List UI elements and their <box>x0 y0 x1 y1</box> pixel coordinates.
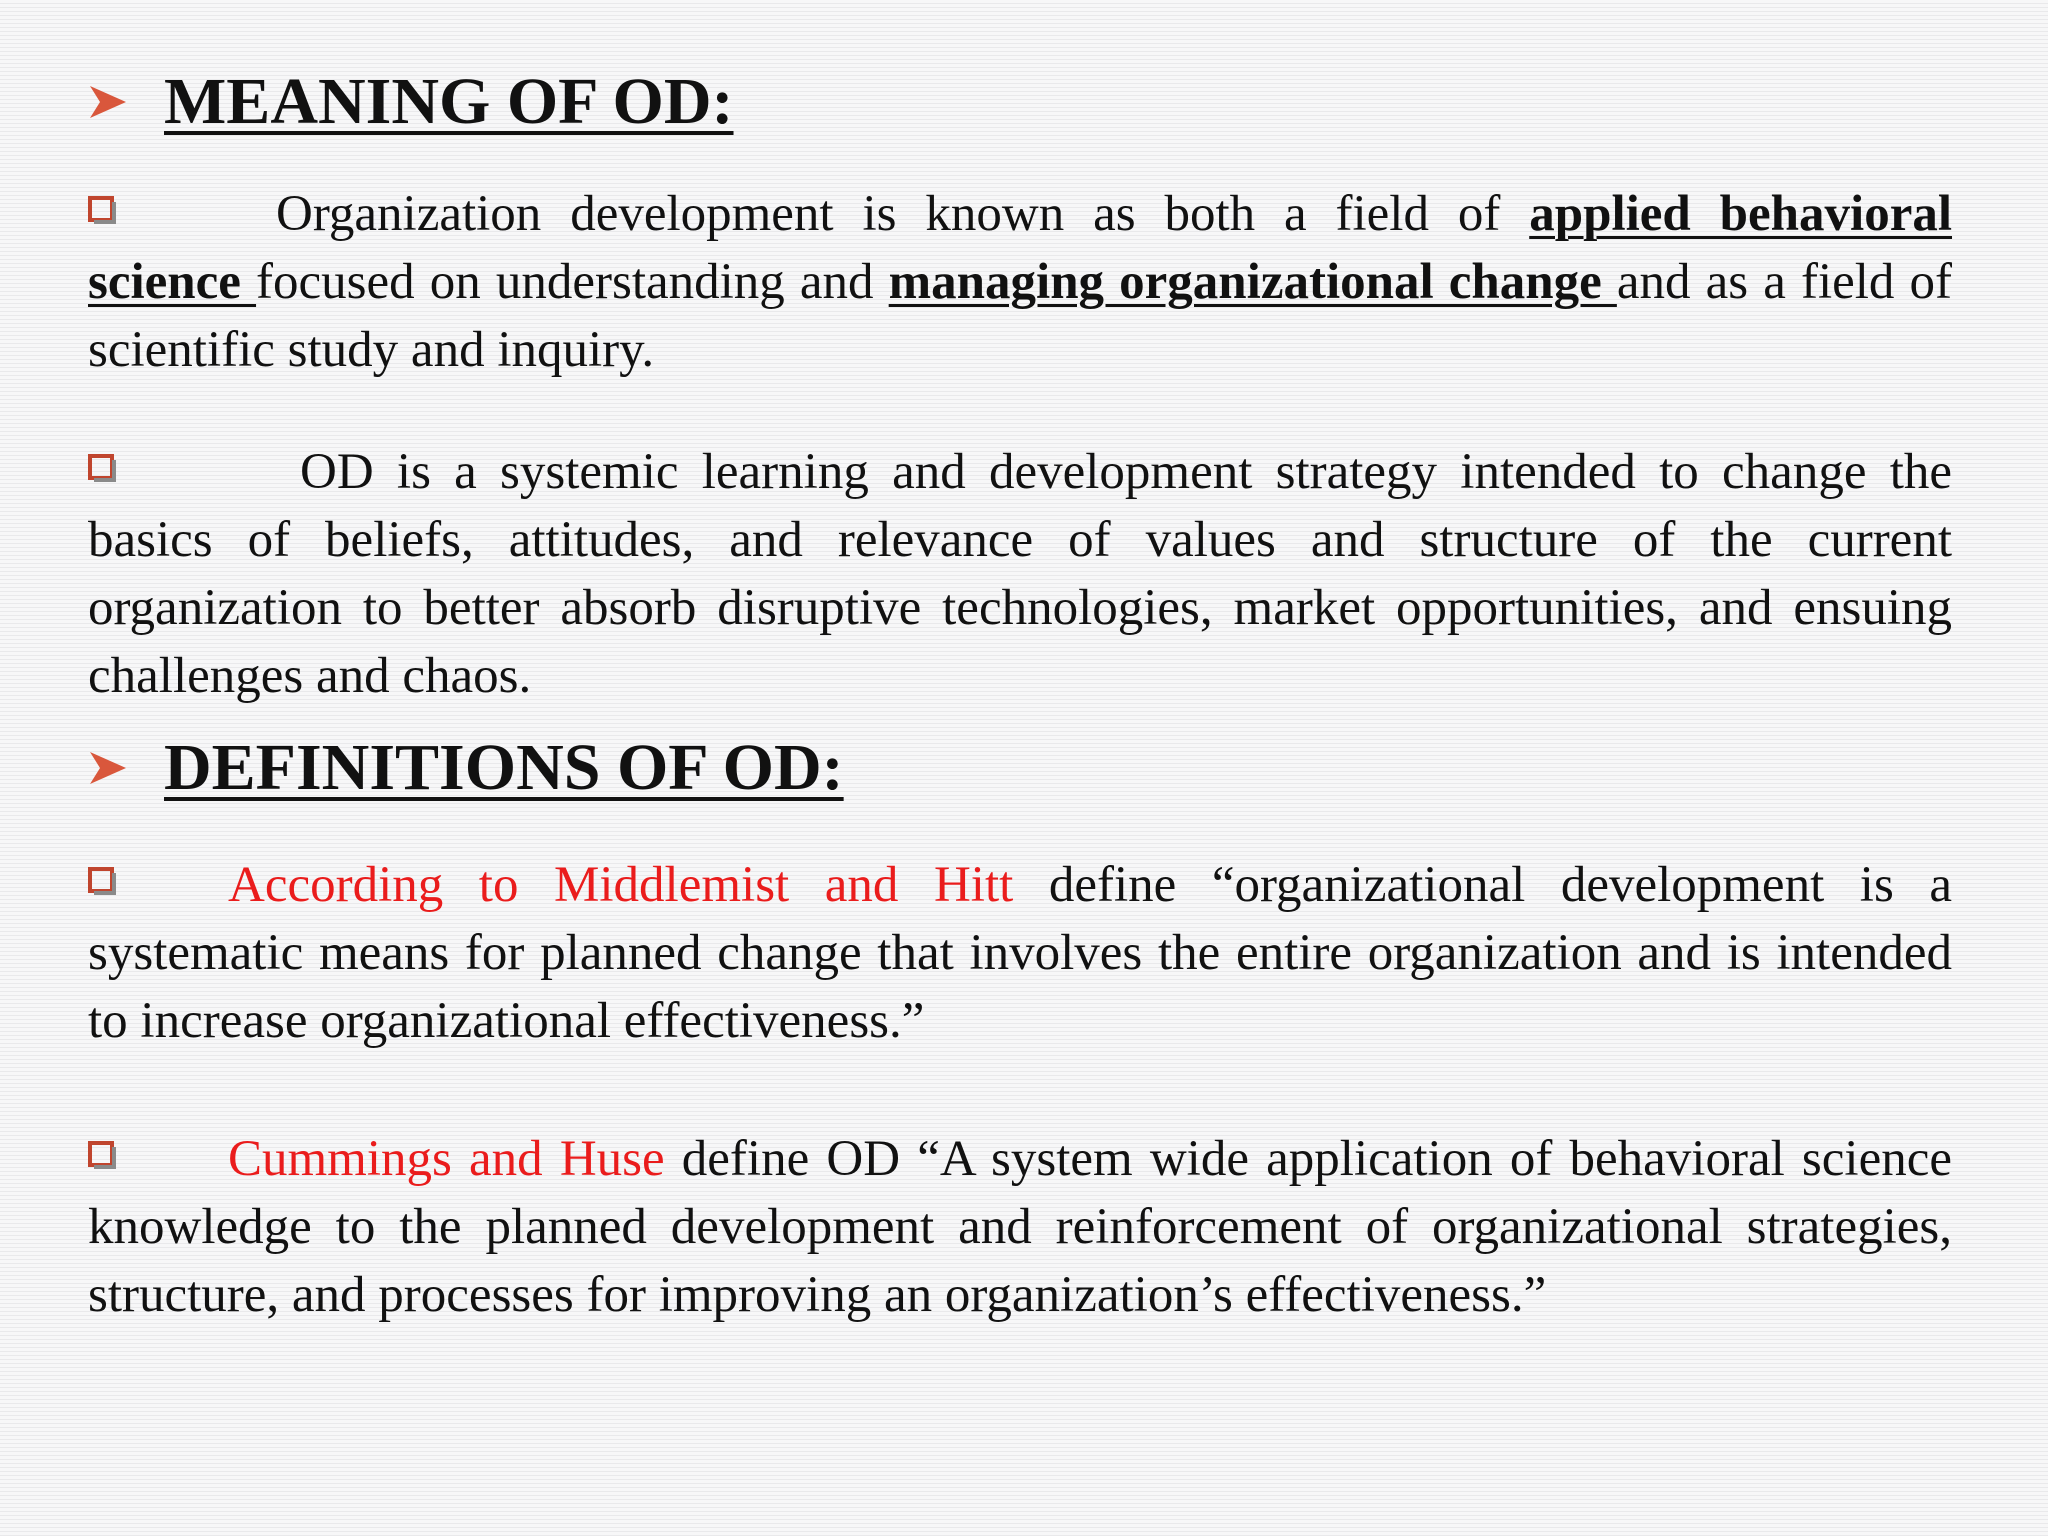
arrowhead-icon <box>88 748 128 788</box>
definition-2-source: Cummings and Huse <box>228 1131 665 1187</box>
hollow-square-bullet-icon <box>88 1141 118 1171</box>
definition-2-text: define OD “A system wide application of behavioral science knowledge to the planned development and reinforcement of organizational strategies, structure, and processes for improving an organization’s effectiveness.” <box>88 1131 1952 1323</box>
meaning-p2-text: OD is a systemic learning and development strategy intended to change the basics of beliefs, attitudes, and relevance of values and structure of the current organization to better absorb disruptive technologies, market opportunities, and ensuing challenges and chaos. <box>88 444 1952 704</box>
meaning-paragraph-2 <box>88 438 1952 710</box>
definition-1 <box>88 851 1952 1055</box>
hollow-square-bullet-icon <box>88 867 118 897</box>
meaning-heading <box>88 64 734 140</box>
arrowhead-icon <box>88 82 128 122</box>
definitions-heading <box>88 730 844 806</box>
meaning-p1-text-1: Organization development is known as both a field of <box>276 186 1530 242</box>
definitions-heading-text: DEFINITIONS OF OD: <box>164 731 844 804</box>
definition-2 <box>88 1125 1952 1329</box>
meaning-p1-text-2: focused on understanding and <box>256 254 889 310</box>
hollow-square-bullet-icon <box>88 196 118 226</box>
meaning-paragraph-1 <box>88 180 1952 384</box>
meaning-p1-term-applied-behavioral-science: applied behavioral science <box>88 186 1953 310</box>
definition-1-source: According to Middlemist and Hitt <box>228 857 1014 913</box>
hollow-square-bullet-icon <box>88 454 118 484</box>
definition-1-text: define “organizational development is a systematic means for planned change that involves the entire organization and is intended to increase organizational effectiveness.” <box>88 857 1953 1049</box>
meaning-p1-term-managing-organizational-change: managing organizational change <box>888 254 1617 310</box>
meaning-heading-text: MEANING OF OD: <box>164 65 734 138</box>
meaning-p1-text-3: and as a field of scientific study and inquiry. <box>88 254 1953 378</box>
slide <box>88 0 1952 1536</box>
